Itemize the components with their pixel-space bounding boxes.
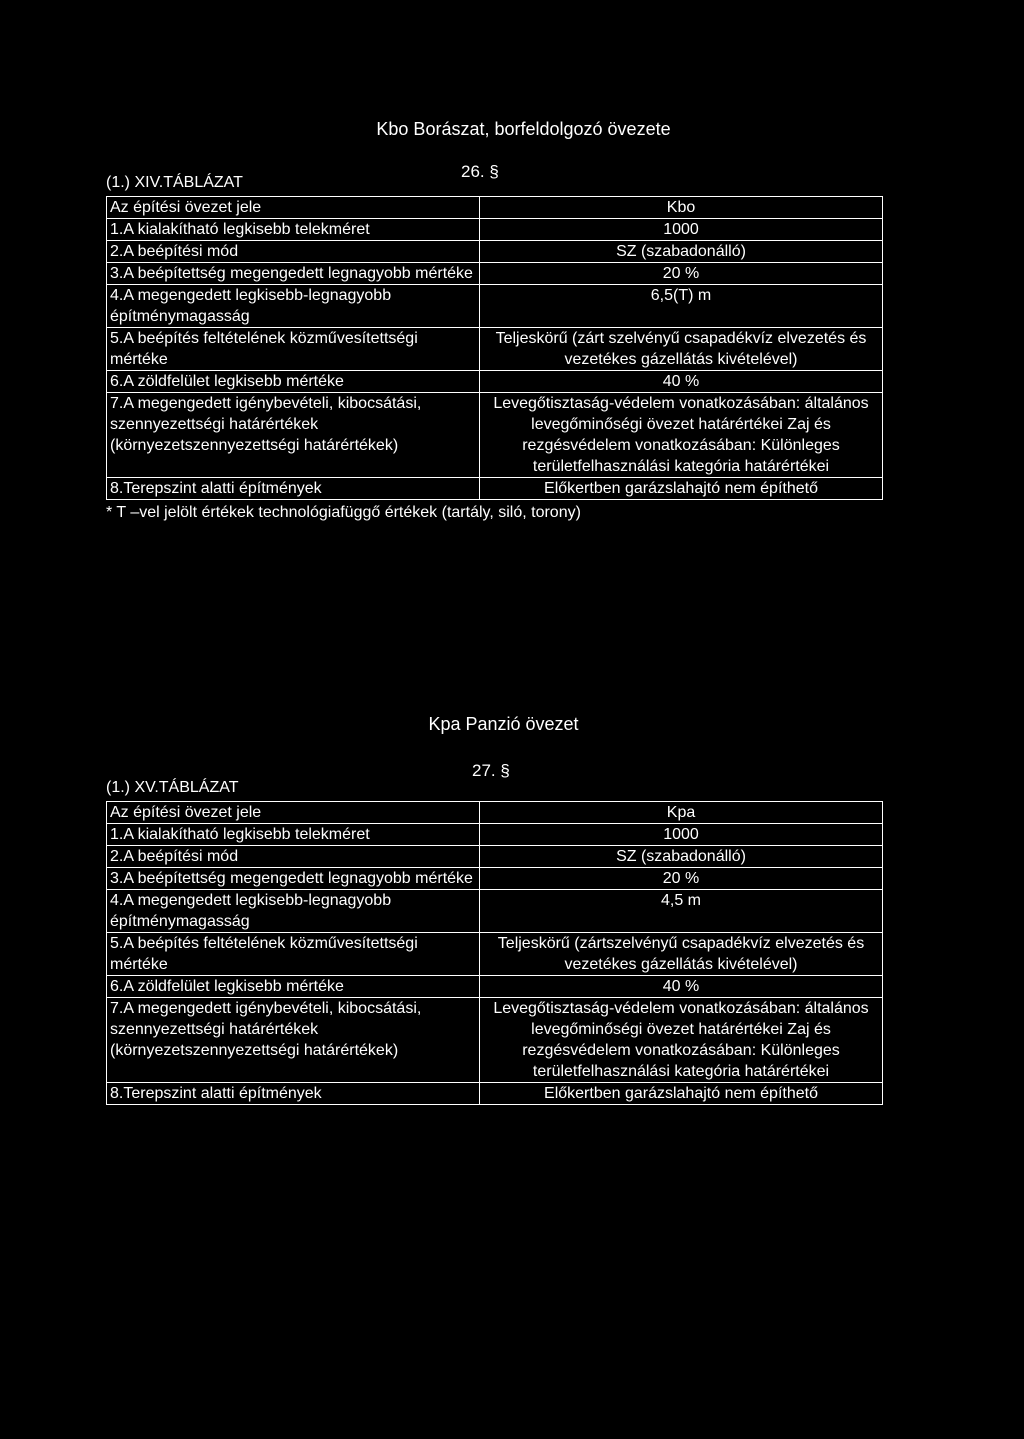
table-row: [107, 197, 883, 219]
table-row: [107, 241, 883, 263]
table-row: [107, 824, 883, 846]
row-key: 4.A megengedett legkisebb-legnagyobb építménymagasság: [107, 285, 480, 328]
footnote: * T –vel jelölt értékek technológiafüggő értékek (tartály, siló, torony): [106, 504, 581, 521]
row-value: SZ (szabadonálló): [480, 241, 883, 263]
table-row: [107, 1083, 883, 1105]
table-row: [107, 976, 883, 998]
row-key: 7.A megengedett igénybevételi, kibocsátási, szennyezettségi határértékek (környezetszennyezettségi határértékek): [107, 998, 480, 1083]
row-key: Az építési övezet jele: [107, 197, 480, 219]
row-key: 1.A kialakítható legkisebb telekméret: [107, 219, 480, 241]
table-row: [107, 890, 883, 933]
table-row: [107, 802, 883, 824]
row-value: Teljeskörű (zárt szelvényű csapadékvíz elvezetés és vezetékes gázellátás kivételével): [480, 328, 883, 371]
table-row: [107, 285, 883, 328]
row-value: Teljeskörű (zártszelvényű csapadékvíz elvezetés és vezetékes gázellátás kivételével): [480, 933, 883, 976]
section-title: Kpa Panzió övezet: [428, 714, 579, 734]
row-value: SZ (szabadonálló): [480, 846, 883, 868]
table-label: (1.) XIV.TÁBLÁZAT: [106, 174, 243, 191]
row-key: 8.Terepszint alatti építmények: [107, 478, 480, 500]
row-value: 6,5(T) m: [480, 285, 883, 328]
row-key: 7.A megengedett igénybevételi, kibocsátási, szennyezettségi határértékek (környezetszennyezettségi határértékek): [107, 393, 480, 478]
table-row: [107, 868, 883, 890]
row-key: 6.A zöldfelület legkisebb mértéke: [107, 371, 480, 393]
row-value: Levegőtisztaság-védelem vonatkozásában: általános levegőminőségi övezet határértékei Zaj és rezgésvédelem vonatkozásában: Különleges területfelhasználási kategória határértékei: [480, 393, 883, 478]
zone-section-kbo: [106, 118, 881, 524]
row-value: Előkertben garázslahajtó nem építhető: [480, 1083, 883, 1105]
row-key: 4.A megengedett legkisebb-legnagyobb építménymagasság: [107, 890, 480, 933]
table-row: [107, 393, 883, 478]
table-row: [107, 263, 883, 285]
table-row: [107, 998, 883, 1083]
table-label: (1.) XV.TÁBLÁZAT: [106, 779, 239, 796]
row-value: 1000: [480, 824, 883, 846]
row-key: 2.A beépítési mód: [107, 846, 480, 868]
row-value: Előkertben garázslahajtó nem építhető: [480, 478, 883, 500]
row-value: 20 %: [480, 263, 883, 285]
table-row: [107, 371, 883, 393]
section-title: Kbo Borászat, borfeldolgozó övezete: [376, 119, 671, 139]
zone-table: [106, 196, 883, 500]
row-key: 6.A zöldfelület legkisebb mértéke: [107, 976, 480, 998]
paragraph-number: 26. §: [461, 162, 499, 181]
row-value: Levegőtisztaság-védelem vonatkozásában: általános levegőminőségi övezet határértékei Zaj és rezgésvédelem vonatkozásában: Különleges területfelhasználási kategória határértékei: [480, 998, 883, 1083]
table-row: [107, 219, 883, 241]
row-key: 3.A beépítettség megengedett legnagyobb mértéke: [107, 263, 480, 285]
table-row: [107, 478, 883, 500]
paragraph-row: [106, 140, 881, 192]
row-value: Kpa: [480, 802, 883, 824]
table-row: [107, 846, 883, 868]
row-key: 1.A kialakítható legkisebb telekméret: [107, 824, 480, 846]
row-key: 5.A beépítés feltételének közművesítettségi mértéke: [107, 328, 480, 371]
zone-section-kpa: [106, 713, 881, 1105]
row-key: 3.A beépítettség megengedett legnagyobb mértéke: [107, 868, 480, 890]
table-row: [107, 328, 883, 371]
row-key: 2.A beépítési mód: [107, 241, 480, 263]
paragraph-row: [106, 735, 881, 797]
row-key: 8.Terepszint alatti építmények: [107, 1083, 480, 1105]
row-value: 40 %: [480, 976, 883, 998]
row-value: 4,5 m: [480, 890, 883, 933]
row-value: 20 %: [480, 868, 883, 890]
row-value: 1000: [480, 219, 883, 241]
paragraph-number: 27. §: [472, 761, 510, 780]
row-value: 40 %: [480, 371, 883, 393]
row-key: Az építési övezet jele: [107, 802, 480, 824]
row-value: Kbo: [480, 197, 883, 219]
table-row: [107, 933, 883, 976]
zone-table: [106, 801, 883, 1105]
row-key: 5.A beépítés feltételének közművesítettségi mértéke: [107, 933, 480, 976]
